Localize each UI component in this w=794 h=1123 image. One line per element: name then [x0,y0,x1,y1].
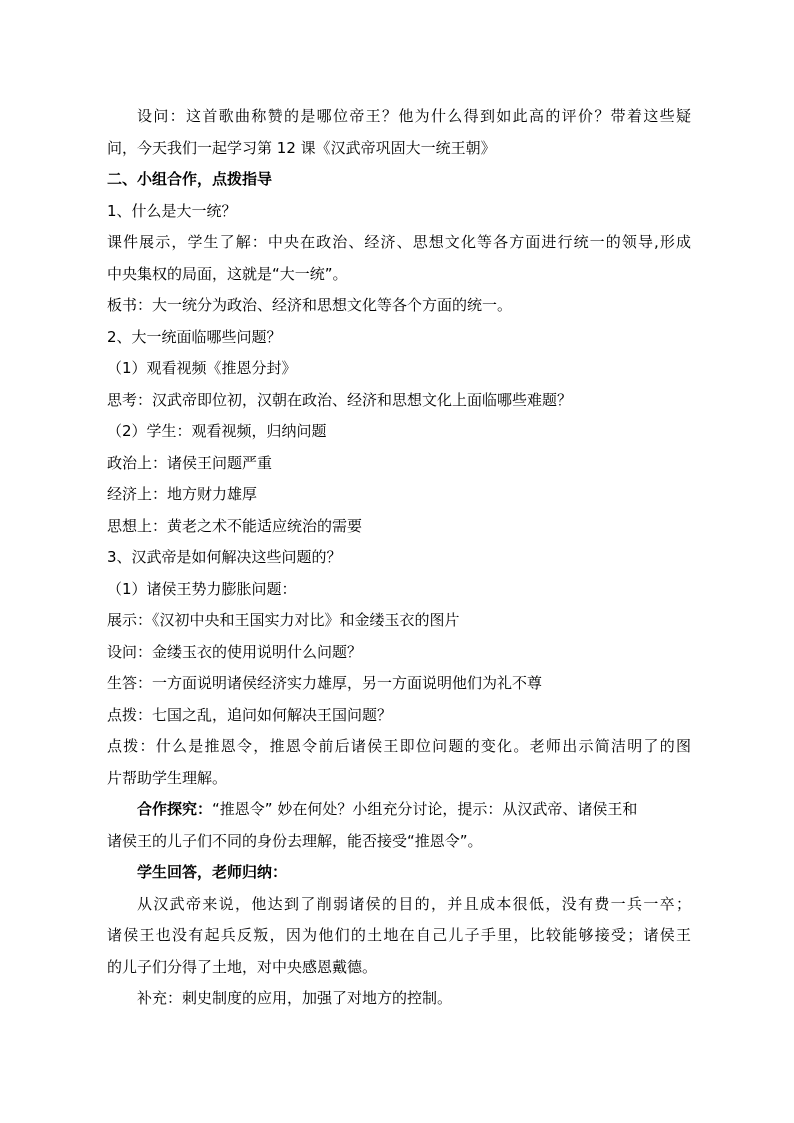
paragraph-line: 政治上：诸侯王问题严重 [107,453,273,472]
paragraph-line: 经济上：地方财力雄厚 [107,485,258,503]
paragraph-line: 片帮助学生理解。 [107,768,228,787]
subheading: 1、什么是大一统？ [107,201,237,220]
document-body [107,101,691,1015]
paragraph-line: 点拨：什么是推恩令，推恩令前后诸侯王即位问题的变化。老师出示简洁明了的图 [107,737,691,755]
paragraph-line: 生答：一方面说明诸侯经济实力雄厚，另一方面说明他们为礼不尊 [107,674,543,692]
paragraph-line: 设问：金缕玉衣的使用说明什么问题？ [107,642,363,661]
answer-heading: 学生回答，老师归纳： [137,863,288,881]
paragraph-line: 诸侯王也没有起兵反叛，因为他们的土地在自己儿子手里，比较能够接受；诸侯王 [107,926,691,944]
paragraph-line: 点拨：七国之乱，追问如何解决王国问题？ [107,705,393,724]
paragraph-line: 的儿子们分得了土地，对中央感恩戴德。 [107,957,378,976]
subheading: 2、大一统面临哪些问题？ [107,327,282,346]
paragraph-line: （1）观看视频《推恩分封》 [107,359,297,377]
paragraph-line: 从汉武帝来说，他达到了削弱诸侯的目的，并且成本很低，没有费一兵一卒； [137,894,691,913]
paragraph-line: 展示：《汉初中央和王国实力对比》和金缕玉衣的图片 [107,611,460,629]
section-heading: 二、小组合作，点拨指导 [107,170,273,188]
paragraph-line: （2）学生：观看视频，归纳问题 [107,422,327,440]
paragraph-line: 设问：这首歌曲称赞的是哪位帝王？他为什么得到如此高的评价？带着这些疑 [137,107,691,125]
paragraph-line: 补充：刺史制度的应用，加强了对地方的控制。 [137,989,453,1007]
paragraph-line: 板书：大一统分为政治、经济和思想文化等各个方面的统一。 [107,296,513,314]
paragraph-line: 诸侯王的儿子们不同的身份去理解，能否接受“推恩令”。 [107,831,483,850]
subheading: 3、汉武帝是如何解决这些问题的？ [107,548,342,566]
paragraph-line: 问，今天我们一起学习第 12 课《汉武帝巩固大一统王朝》 [107,138,496,157]
paragraph-line: 思想上：黄老之术不能适应统治的需要 [107,516,363,535]
inquiry-label: 合作探究： [137,800,213,818]
paragraph-line: 思考：汉武帝即位初，汉朝在政治、经济和思想文化上面临哪些难题？ [107,390,573,409]
inquiry-text: “推恩令” 妙在何处？小组充分讨论，提示：从汉武帝、诸侯王和 [212,800,638,818]
paragraph-line: 课件展示，学生了解：中央在政治、经济、思想文化等各方面进行统一的领导,形成 [107,233,691,251]
paragraph-line: 中央集权的局面，这就是“大一统”。 [107,264,348,283]
paragraph-line: （1）诸侯王势力膨胀问题： [107,579,297,598]
inquiry-line [107,794,691,826]
